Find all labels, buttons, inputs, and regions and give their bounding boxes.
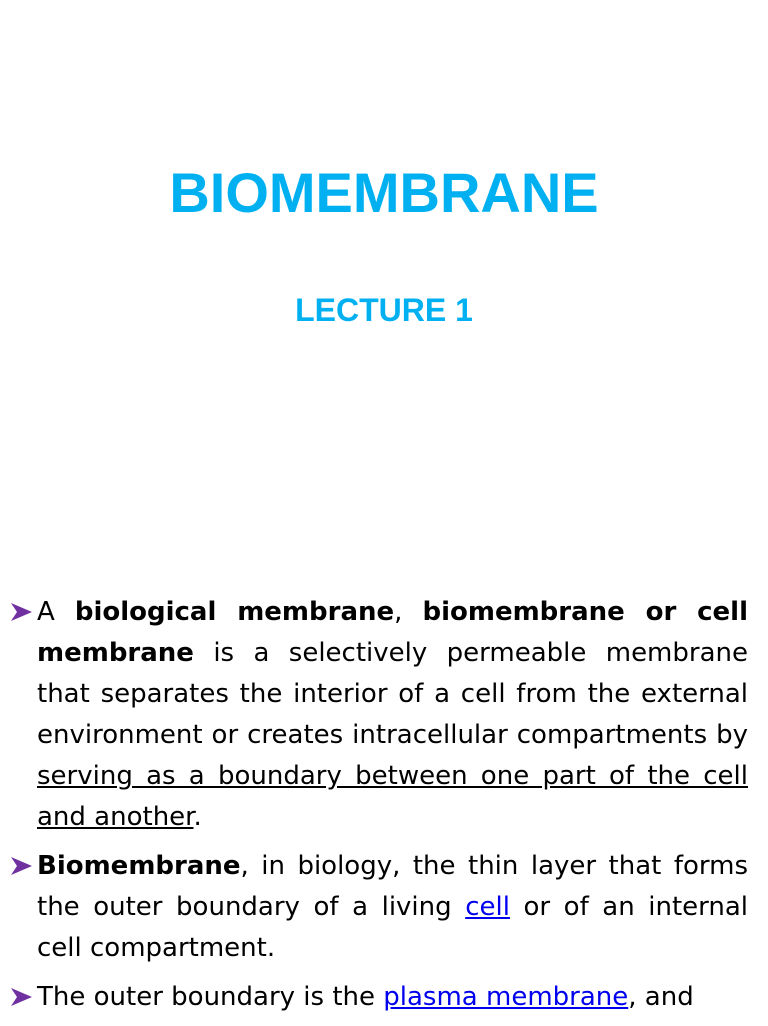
bullet-text: A biological membrane, biomembrane or cell membrane is a selectively permeable membrane that separates the interior of a cell from the external environment or creates intracellular compartments by serving as a boundary between one part of the cell and another. bbox=[37, 597, 749, 832]
arrow-bullet-icon bbox=[8, 977, 36, 1018]
slide-subtitle: LECTURE 1 bbox=[295, 292, 473, 328]
bullet-text: The outer boundary is the plasma membrane, and bbox=[37, 982, 694, 1012]
slide-title: BIOMEMBRANE bbox=[169, 161, 599, 224]
cell-link[interactable]: cell bbox=[465, 892, 510, 922]
underlined-phrase: serving as a boundary between one part of the cell and another bbox=[37, 761, 748, 832]
plasma-membrane-link[interactable]: plasma membrane bbox=[383, 982, 629, 1012]
bullet-item bbox=[8, 846, 748, 969]
bullet-list bbox=[8, 592, 748, 1026]
term-biomembrane-or-cell-membrane: biomembrane or cell membrane bbox=[37, 597, 749, 668]
arrow-bullet-icon bbox=[8, 846, 36, 887]
bullet-item bbox=[8, 592, 748, 838]
arrow-bullet-icon bbox=[8, 592, 36, 633]
bullet-item bbox=[8, 977, 748, 1018]
bullet-text: Biomembrane, in biology, the thin layer that forms the outer boundary of a living cell or of an internal cell compartment. bbox=[37, 851, 749, 963]
term-biomembrane: Biomembrane bbox=[37, 851, 241, 881]
term-biological-membrane: biological membrane bbox=[74, 597, 395, 627]
